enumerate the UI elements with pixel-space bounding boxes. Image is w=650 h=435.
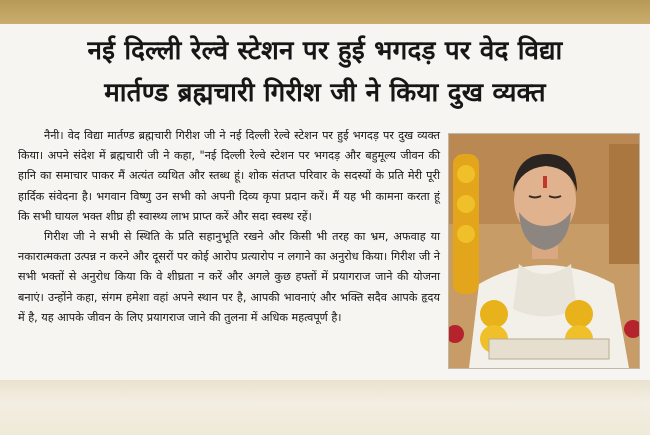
bottom-garland-right xyxy=(565,300,593,328)
portrait-photo xyxy=(448,133,640,369)
bottom-garland-left xyxy=(480,300,508,328)
portrait-photo-icon xyxy=(449,134,639,368)
headline-line-2: मार्तण्ड ब्रह्मचारी गिरीश जी ने किया दुख व्यक्त xyxy=(104,78,546,108)
article-headline xyxy=(14,30,636,114)
article-body xyxy=(18,126,440,328)
article-paragraph-1: नैनी। वेद विद्या मार्तण्ड ब्रह्मचारी गिरीश जी ने नई दिल्ली रेल्वे स्टेशन पर हुई भगदड़ पर दुख व्यक्त किया। अपने संदेश में ब्रह्मचारी जी ने कहा, "नई दिल्ली रेल्वे स्टेशन पर भगदड़ और बहुमूल्य जीवन की हानि का समाचार पाकर मैं अत्यंत व्यथित और स्तब्ध हूं। शोक संतप्त परिवार के सदस्यों के प्रति मेरी पूरी हार्दिक संवेदना है। भगवान विष्णु उन सभी को अपनी दिव्य कृपा प्रदान करें। मैं यह भी कामना करता हूं कि सभी घायल भक्त शीघ्र ही स्वास्थ्य लाभ प्राप्त करें और सदा स्वस्थ रहें। xyxy=(18,129,440,223)
top-band xyxy=(0,0,650,24)
headline-line-1: नई दिल्ली रेल्वे स्टेशन पर हुई भगदड़ पर वेद विद्या xyxy=(87,36,563,66)
bottom-band xyxy=(0,380,650,435)
photo-caption xyxy=(488,340,608,358)
article-paragraph-2: गिरीश जी ने सभी से स्थिति के प्रति सहानुभूति रखने और किसी भी तरह का भ्रम, अफवाह या नकारात्मकता उत्पन्न न करने और दूसरों पर कोई आरोप प्रत्यारोप न लगाने का अनुरोध किया। गिरीश जी ने सभी भक्तों से अनुरोध किया कि वे शीघ्रता न करें और अगले कुछ हफ्तों में प्रयागराज जाने की योजना बनाएं। उन्होंने कहा, संगम हमेशा वहां अपने स्थान पर है, आपकी भावनाएं और भक्ति सदैव आपके हृदय में है, यह आपके जीवन के लिए प्रयागराज जाने की तुलना में अधिक महत्वपूर्ण है। xyxy=(18,230,440,324)
tilak-mark xyxy=(543,176,547,188)
right-decor xyxy=(609,144,639,264)
